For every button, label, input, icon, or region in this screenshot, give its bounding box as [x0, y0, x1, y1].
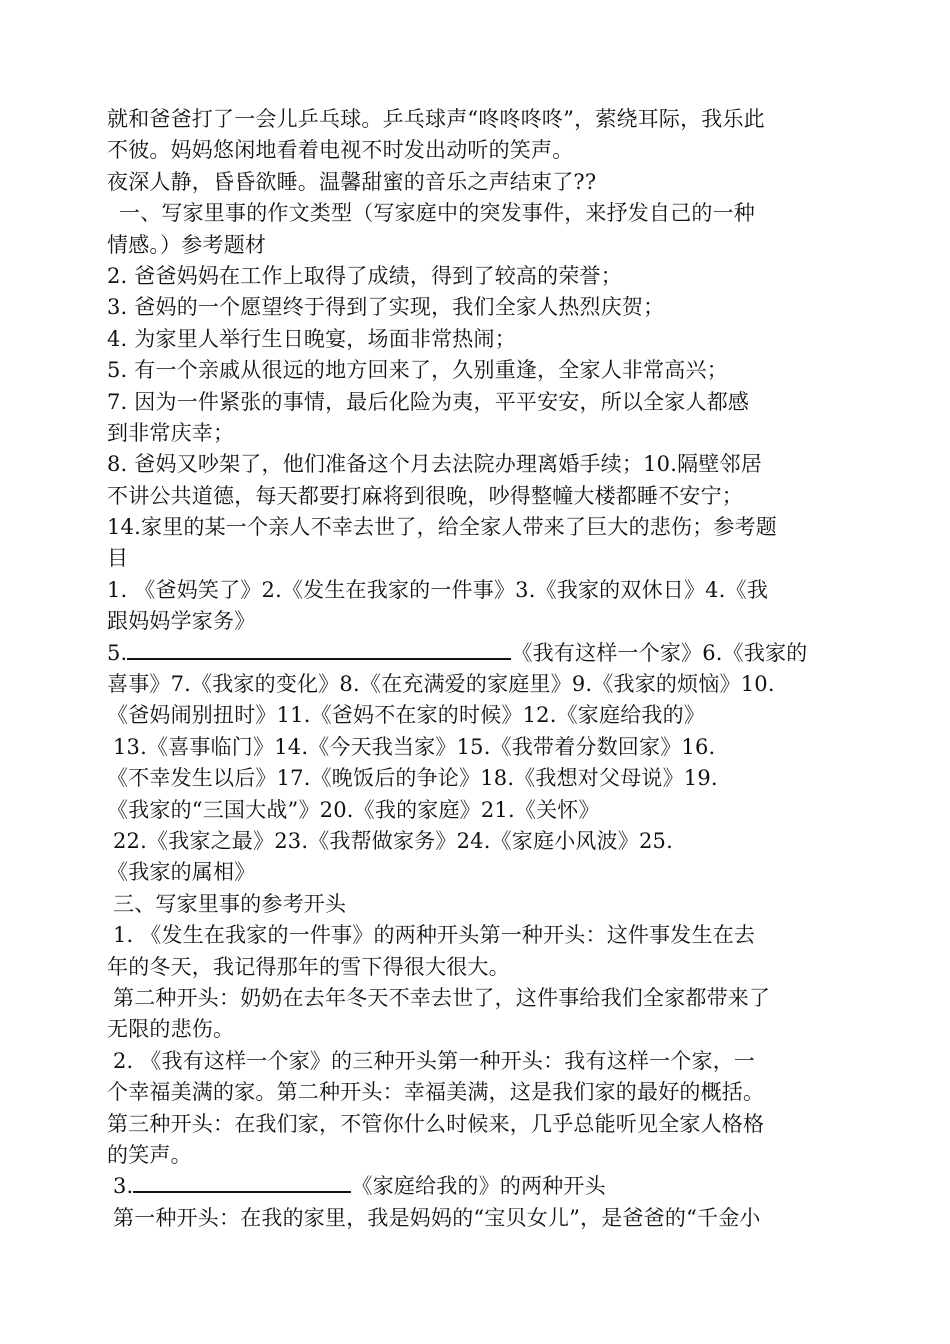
title-list-line: 喜事》7.《我家的变化》8.《在充满爱的家庭里》9.《我家的烦恼》10.	[107, 672, 775, 697]
list-item: 7. 因为一件紧张的事情，最后化险为夷，平平安安，所以全家人都感	[107, 389, 750, 414]
item-text: 《我有这样一个家》6.《我家的	[511, 640, 808, 665]
text-line: 到非常庆幸；	[107, 420, 235, 445]
document-body	[107, 104, 847, 1234]
text-line: 就和爸爸打了一会儿乒乓球。乒乓球声“咚咚咚咚”，萦绕耳际，我乐此	[107, 107, 765, 131]
list-item	[107, 1171, 847, 1202]
item-number: 5.	[107, 640, 128, 665]
list-item: 8. 爸妈又吵架了，他们准备这个月去法院办理离婚手续；10.隔壁邻居	[107, 452, 762, 477]
title-list-line	[107, 638, 847, 669]
title-list-line: 《不幸发生以后》17.《晚饭后的争论》18.《我想对父母说》19.	[107, 766, 718, 791]
title-list-line: 22.《我家之最》23.《我帮做家务》24.《家庭小风波》25.	[113, 828, 673, 853]
text-line: 不讲公共道德，每天都要打麻将到很晚，吵得整幢大楼都睡不安宁；	[107, 483, 743, 508]
list-item: 2. 《我有这样一个家》的三种开头第一种开头：我有这样一个家，一	[113, 1048, 756, 1073]
blank-underline	[133, 1171, 351, 1193]
text-line: 《我家的属相》	[107, 860, 256, 885]
text-line: 夜深人静，昏昏欲睡。温馨甜蜜的音乐之声结束了??	[107, 169, 597, 194]
list-item: 1. 《发生在我家的一件事》的两种开头第一种开头：这件事发生在去	[113, 923, 756, 948]
text-line: 个幸福美满的家。第二种开头：幸福美满，这是我们家的最好的概括。	[107, 1080, 765, 1105]
list-item: 4. 为家里人举行生日晚宴，场面非常热闹；	[107, 326, 516, 351]
text-line: 第一种开头：在我的家里，我是妈妈的“宝贝女儿”，是爸爸的“千金小	[113, 1205, 761, 1230]
text-line: 年的冬天，我记得那年的雪下得很大很大。	[107, 954, 510, 979]
list-item: 3. 爸妈的一个愿望终于得到了实现，我们全家人热烈庆贺；	[107, 295, 665, 320]
item-text: 《家庭给我的》的两种开头	[351, 1174, 606, 1199]
text-line: 无限的悲伤。	[107, 1017, 235, 1042]
section-heading: 三、写家里事的参考开头	[113, 891, 347, 916]
text-line: 目	[107, 546, 129, 571]
text-line: 不彼。妈妈悠闲地看着电视不时发出动听的笑声。	[107, 138, 574, 163]
title-list-line: 《我家的“三国大战”》20.《我的家庭》21.《关怀》	[107, 797, 600, 822]
item-number: 3.	[113, 1174, 134, 1199]
text-line: 第三种开头：在我们家，不管你什么时候来，几乎总能听见全家人格格	[107, 1111, 765, 1136]
title-list-line: 13.《喜事临门》14.《今天我当家》15.《我带着分数回家》16.	[113, 734, 716, 759]
text-line: 跟妈妈学家务》	[107, 609, 256, 634]
list-item: 5. 有一个亲戚从很远的地方回来了，久别重逢，全家人非常高兴；	[107, 358, 728, 383]
section-heading: 一、写家里事的作文类型（写家庭中的突发事件，来抒发自己的一种	[119, 201, 755, 226]
text-line: 情感。）参考题材	[107, 232, 267, 257]
list-item: 14.家里的某一个亲人不幸去世了，给全家人带来了巨大的悲伤；参考题	[107, 515, 777, 540]
blank-underline	[127, 638, 511, 660]
text-line: 第二种开头：奶奶在去年冬天不幸去世了，这件事给我们全家都带来了	[113, 985, 771, 1010]
text-line: 的笑声。	[107, 1142, 192, 1167]
title-list-line: 《爸妈闹别扭时》11.《爸妈不在家的时候》12.《家庭给我的》	[107, 703, 705, 728]
title-list-line: 1. 《爸妈笑了》2.《发生在我家的一件事》3.《我家的双休日》4.《我	[107, 577, 769, 602]
list-item: 2. 爸爸妈妈在工作上取得了成绩，得到了较高的荣誉；	[107, 263, 622, 288]
